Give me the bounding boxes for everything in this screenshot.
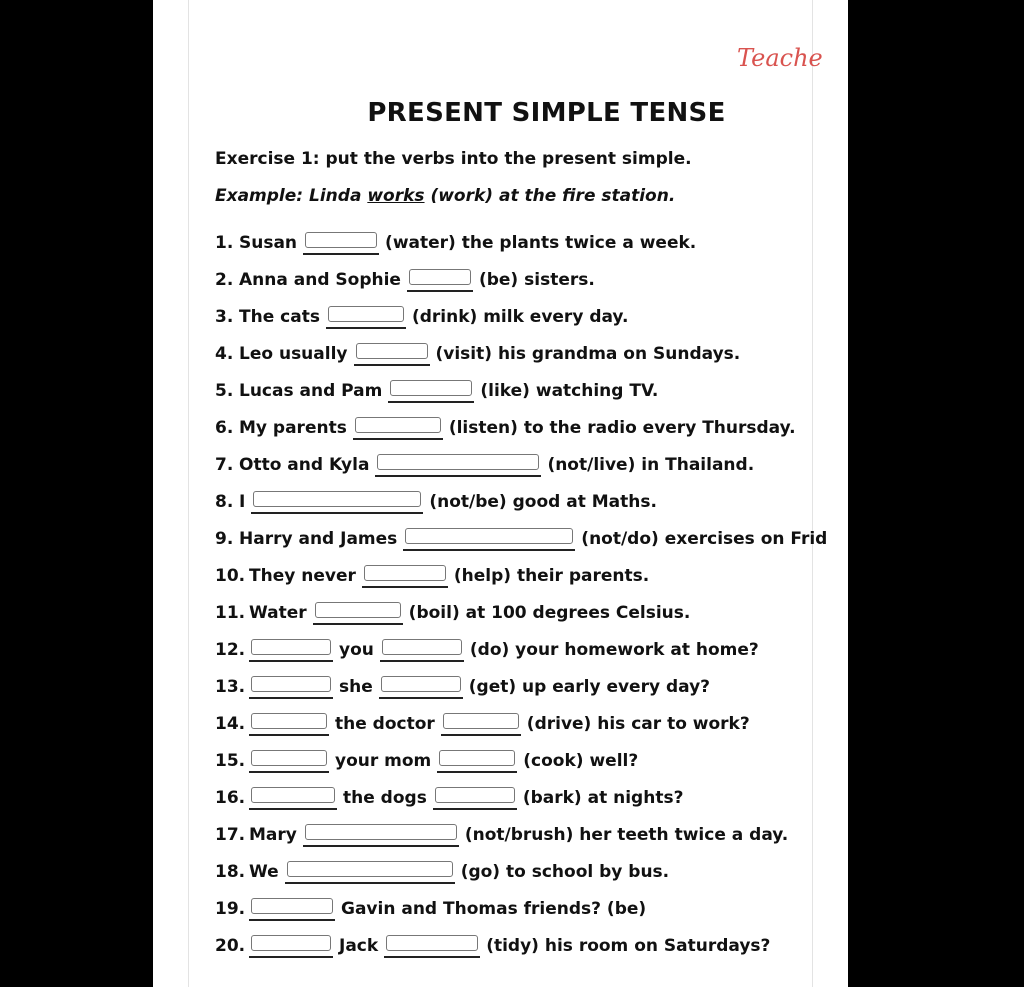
item-text: (visit) his grandma on Sundays.: [435, 343, 741, 364]
item-text: (like) watching TV.: [480, 380, 659, 401]
item-text: (be) sisters.: [478, 269, 595, 290]
item-number: 18.: [215, 861, 246, 882]
answer-input-box[interactable]: [443, 713, 519, 729]
item-text: (go) to school by bus.: [460, 861, 670, 882]
item-number: 10.: [215, 565, 246, 586]
exercise-item-12: [215, 631, 848, 668]
item-text: Harry and James: [239, 528, 398, 549]
answer-blank[interactable]: [313, 601, 403, 625]
exercise-item-19: [215, 890, 848, 927]
answer-input-box[interactable]: [390, 380, 472, 396]
answer-blank[interactable]: [303, 231, 379, 255]
example-before: Example: Linda: [215, 186, 368, 206]
answer-input-box[interactable]: [251, 639, 331, 655]
item-number: 14.: [215, 713, 246, 734]
exercise-item-4: [215, 335, 848, 372]
answer-input-box[interactable]: [251, 750, 327, 766]
item-text: (get) up early every day?: [468, 676, 711, 697]
answer-blank[interactable]: [380, 638, 464, 662]
answer-blank[interactable]: [433, 786, 517, 810]
exercise-item-11: [215, 594, 848, 631]
item-number: 15.: [215, 750, 246, 771]
item-number: 11.: [215, 602, 246, 623]
exercise-list: [215, 224, 848, 964]
item-text: she: [339, 676, 373, 697]
answer-blank[interactable]: [249, 675, 333, 699]
item-text: the dogs: [343, 787, 427, 808]
item-text: you: [339, 639, 374, 660]
item-number: 16.: [215, 787, 246, 808]
exercise-item-20: [215, 927, 848, 964]
item-number: 6.: [215, 417, 234, 438]
exercise-instruction: Exercise 1: put the verbs into the present simple.: [215, 149, 692, 169]
answer-input-box[interactable]: [328, 306, 404, 322]
answer-input-box[interactable]: [409, 269, 471, 285]
answer-input-box[interactable]: [251, 935, 331, 951]
item-number: 5.: [215, 380, 234, 401]
item-number: 19.: [215, 898, 246, 919]
item-number: 17.: [215, 824, 246, 845]
answer-blank[interactable]: [437, 749, 517, 773]
answer-input-box[interactable]: [355, 417, 441, 433]
item-text: (cook) well?: [523, 750, 639, 771]
exercise-item-2: [215, 261, 848, 298]
answer-blank[interactable]: [303, 823, 459, 847]
answer-input-box[interactable]: [356, 343, 428, 359]
exercise-item-6: [215, 409, 848, 446]
item-text: (bark) at nights?: [522, 787, 684, 808]
item-number: 8.: [215, 491, 234, 512]
answer-input-box[interactable]: [305, 824, 457, 840]
item-number: 13.: [215, 676, 246, 697]
exercise-item-14: [215, 705, 848, 742]
answer-input-box[interactable]: [253, 491, 421, 507]
item-text: Mary: [249, 824, 297, 845]
answer-input-box[interactable]: [381, 676, 461, 692]
answer-input-box[interactable]: [439, 750, 515, 766]
page-border-left: [188, 0, 189, 987]
answer-blank[interactable]: [441, 712, 521, 736]
exercise-item-3: [215, 298, 848, 335]
item-text: They never: [249, 565, 356, 586]
item-text: Anna and Sophie: [239, 269, 401, 290]
item-text: (water) the plants twice a week.: [385, 232, 697, 253]
item-text: (not/do) exercises on Frid: [581, 528, 828, 549]
item-text: (not/live) in Thailand.: [547, 454, 755, 475]
exercise-item-1: [215, 224, 848, 261]
item-text: the doctor: [335, 713, 435, 734]
answer-input-box[interactable]: [251, 787, 335, 803]
corner-watermark: Teache: [737, 44, 823, 72]
item-text: your mom: [335, 750, 432, 771]
answer-input-box[interactable]: [405, 528, 573, 544]
answer-blank[interactable]: [362, 564, 448, 588]
item-text: (drive) his car to work?: [526, 713, 750, 734]
example-after: (work) at the fire station.: [424, 186, 676, 206]
answer-blank[interactable]: [353, 416, 443, 440]
exercise-item-13: [215, 668, 848, 705]
exercise-item-18: [215, 853, 848, 890]
item-text: We: [249, 861, 279, 882]
item-text: (listen) to the radio every Thursday.: [448, 417, 796, 438]
item-number: 9.: [215, 528, 234, 549]
answer-blank[interactable]: [388, 379, 474, 403]
answer-blank[interactable]: [285, 860, 455, 884]
answer-blank[interactable]: [326, 305, 406, 329]
answer-input-box[interactable]: [315, 602, 401, 618]
item-number: 3.: [215, 306, 234, 327]
item-text: Gavin and Thomas friends? (be): [341, 898, 647, 919]
exercise-item-16: [215, 779, 848, 816]
item-number: 7.: [215, 454, 234, 475]
example-answer: works: [367, 186, 425, 206]
answer-blank[interactable]: [375, 453, 541, 477]
exercise-item-5: [215, 372, 848, 409]
answer-input-box[interactable]: [382, 639, 462, 655]
answer-input-box[interactable]: [287, 861, 453, 877]
answer-blank[interactable]: [249, 638, 333, 662]
item-text: Jack: [339, 935, 379, 956]
item-text: (do) your homework at home?: [469, 639, 759, 660]
worksheet-page: [153, 0, 848, 987]
answer-input-box[interactable]: [377, 454, 539, 470]
item-text: (help) their parents.: [453, 565, 650, 586]
item-text: Water: [249, 602, 307, 623]
example-sentence: [215, 186, 675, 206]
item-text: (not/brush) her teeth twice a day.: [464, 824, 789, 845]
answer-blank[interactable]: [354, 342, 430, 366]
answer-blank[interactable]: [251, 490, 423, 514]
answer-input-box[interactable]: [251, 898, 333, 914]
item-text: (not/be) good at Maths.: [429, 491, 657, 512]
exercise-item-8: [215, 483, 848, 520]
exercise-item-7: [215, 446, 848, 483]
answer-blank[interactable]: [249, 712, 329, 736]
exercise-item-15: [215, 742, 848, 779]
answer-input-box[interactable]: [251, 676, 331, 692]
exercise-item-10: [215, 557, 848, 594]
item-text: (drink) milk every day.: [411, 306, 629, 327]
item-number: 20.: [215, 935, 246, 956]
answer-blank[interactable]: [249, 897, 335, 921]
item-text: (boil) at 100 degrees Celsius.: [408, 602, 691, 623]
answer-input-box[interactable]: [386, 935, 478, 951]
page-title: PRESENT SIMPLE TENSE: [367, 98, 726, 128]
item-text: (tidy) his room on Saturdays?: [486, 935, 771, 956]
answer-blank[interactable]: [384, 934, 480, 958]
item-text: Leo usually: [239, 343, 348, 364]
item-text: Otto and Kyla: [239, 454, 370, 475]
item-text: I: [239, 491, 246, 512]
item-text: The cats: [239, 306, 320, 327]
answer-blank[interactable]: [403, 527, 575, 551]
item-number: 4.: [215, 343, 234, 364]
item-text: Susan: [239, 232, 298, 253]
answer-input-box[interactable]: [305, 232, 377, 248]
answer-blank[interactable]: [407, 268, 473, 292]
answer-blank[interactable]: [379, 675, 463, 699]
exercise-item-9: [215, 520, 848, 557]
item-text: My parents: [239, 417, 347, 438]
answer-blank[interactable]: [249, 934, 333, 958]
answer-blank[interactable]: [249, 786, 337, 810]
item-text: Lucas and Pam: [239, 380, 383, 401]
item-number: 1.: [215, 232, 234, 253]
exercise-item-17: [215, 816, 848, 853]
item-number: 2.: [215, 269, 234, 290]
answer-blank[interactable]: [249, 749, 329, 773]
answer-input-box[interactable]: [435, 787, 515, 803]
item-number: 12.: [215, 639, 246, 660]
answer-input-box[interactable]: [364, 565, 446, 581]
answer-input-box[interactable]: [251, 713, 327, 729]
